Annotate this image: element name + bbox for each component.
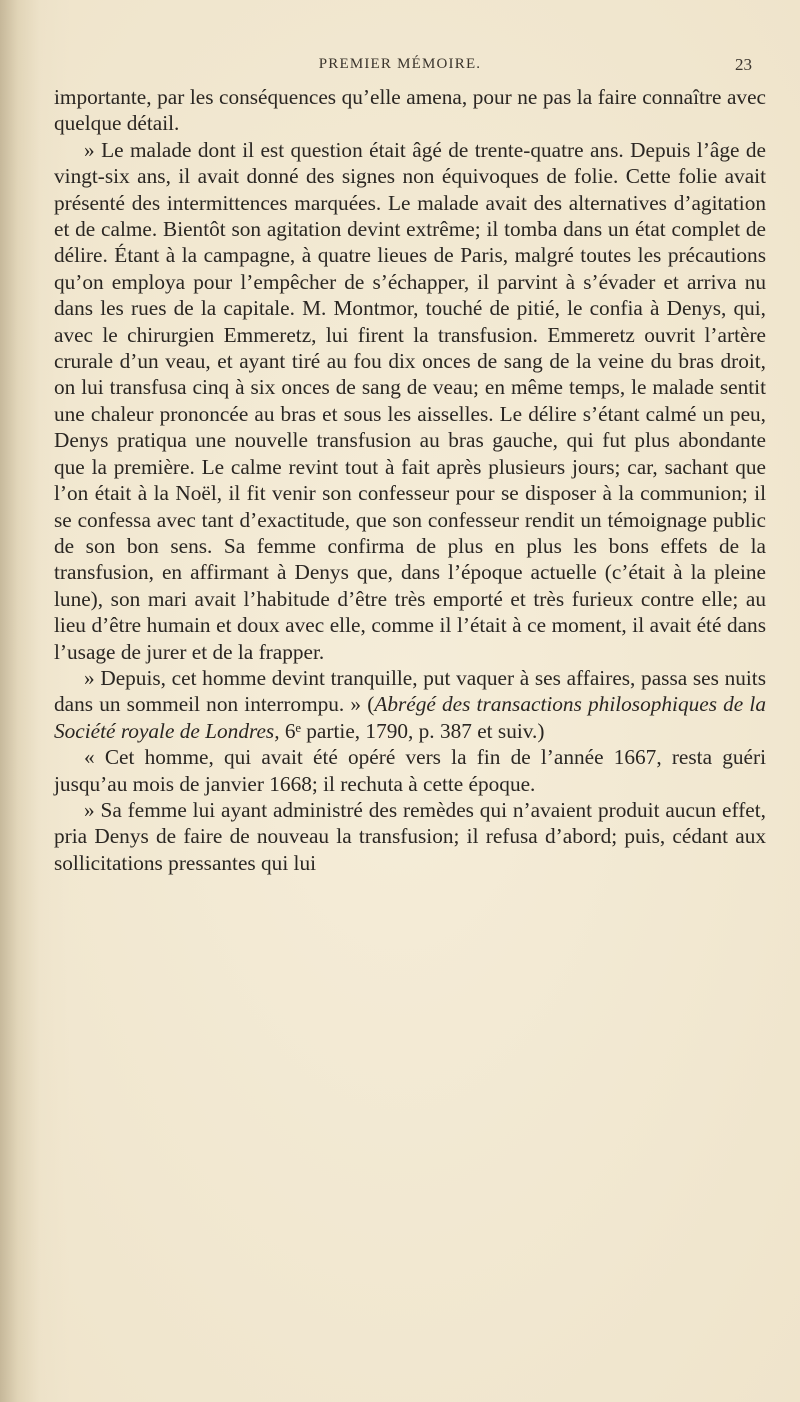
running-title: PREMIER MÉMOIRE. [318, 56, 482, 72]
citation-title: Abrégé des transactions philosophiques de la Société royale de Londres, [54, 692, 766, 743]
running-head [0, 56, 800, 80]
page-number: 23 [735, 55, 752, 74]
paragraph-with-citation [54, 665, 766, 744]
paragraph: importante, par les conséquences qu’elle amena, pour ne pas la faire connaître avec quelque détail. [54, 85, 766, 136]
citation-details: 6ᵉ partie, 1790, p. 387 et suiv.) [279, 718, 545, 743]
body-text [54, 84, 766, 876]
paragraph: » Le malade dont il est question était âgé de trente-quatre ans. Depuis l’âge de vingt-six ans, il avait donné des signes non équivoques de folie. Cette folie avait présenté des intermittences marquées. Le malade avait des alternatives d’agitation et de calme. Bientôt son agitation devint extrême; il tomba dans un état complet de délire. Étant à la campagne, à quatre lieues de Paris, malgré toutes les précautions qu’on employa pour l’empêcher de s’échapper, il parvint à s’évader et arriva nu dans les rues de la capitale. M. Montmor, touché de pitié, le confia à Denys, qui, avec le chirurgien Emmeretz, lui firent la transfusion. Emmeretz ouvrit l’artère crurale d’un veau, et ayant tiré au fou dix onces de sang de la veine du bras droit, on lui transfusa cinq à six onces de sang de veau; en même temps, le malade sentit une chaleur prononcée au bras et sous les aisselles. Le délire s’étant calmé un peu, Denys pratiqua une nouvelle transfusion au bras gauche, qui fut plus abondante que la première. Le calme revint tout à fait après plusieurs jours; car, sachant que l’on était à la Noël, il fit venir son confesseur pour se disposer à la communion; il se confessa avec tant d’exactitude, que son confesseur rendit un témoignage public de son bon sens. Sa femme confirma de plus en plus les bons effets de la transfusion, en affirmant à Denys que, dans l’époque actuelle (c’était à la pleine lune), son mari avait l’habitude d’être très emporté et très furieux contre elle; au lieu d’être humain et doux avec elle, comme il l’était à ce moment, il avait été dans l’usage de jurer et de la frapper. [54, 137, 766, 664]
paragraph-text: » Depuis, cet homme devint tranquille, put vaquer à ses affaires, passa ses nuits dans un sommeil non interrompu. » ( [54, 665, 766, 717]
paragraph: » Sa femme lui ayant administré des remèdes qui n’avaient produit aucun effet, pria Denys de faire de nouveau la transfusion; il refusa d’abord; puis, cédant aux sollicitations pressantes qui lui [54, 797, 766, 875]
paragraph: « Cet homme, qui avait été opéré vers la fin de l’année 1667, resta guéri jusqu’au mois de janvier 1668; il rechuta à cette époque. [54, 745, 766, 796]
